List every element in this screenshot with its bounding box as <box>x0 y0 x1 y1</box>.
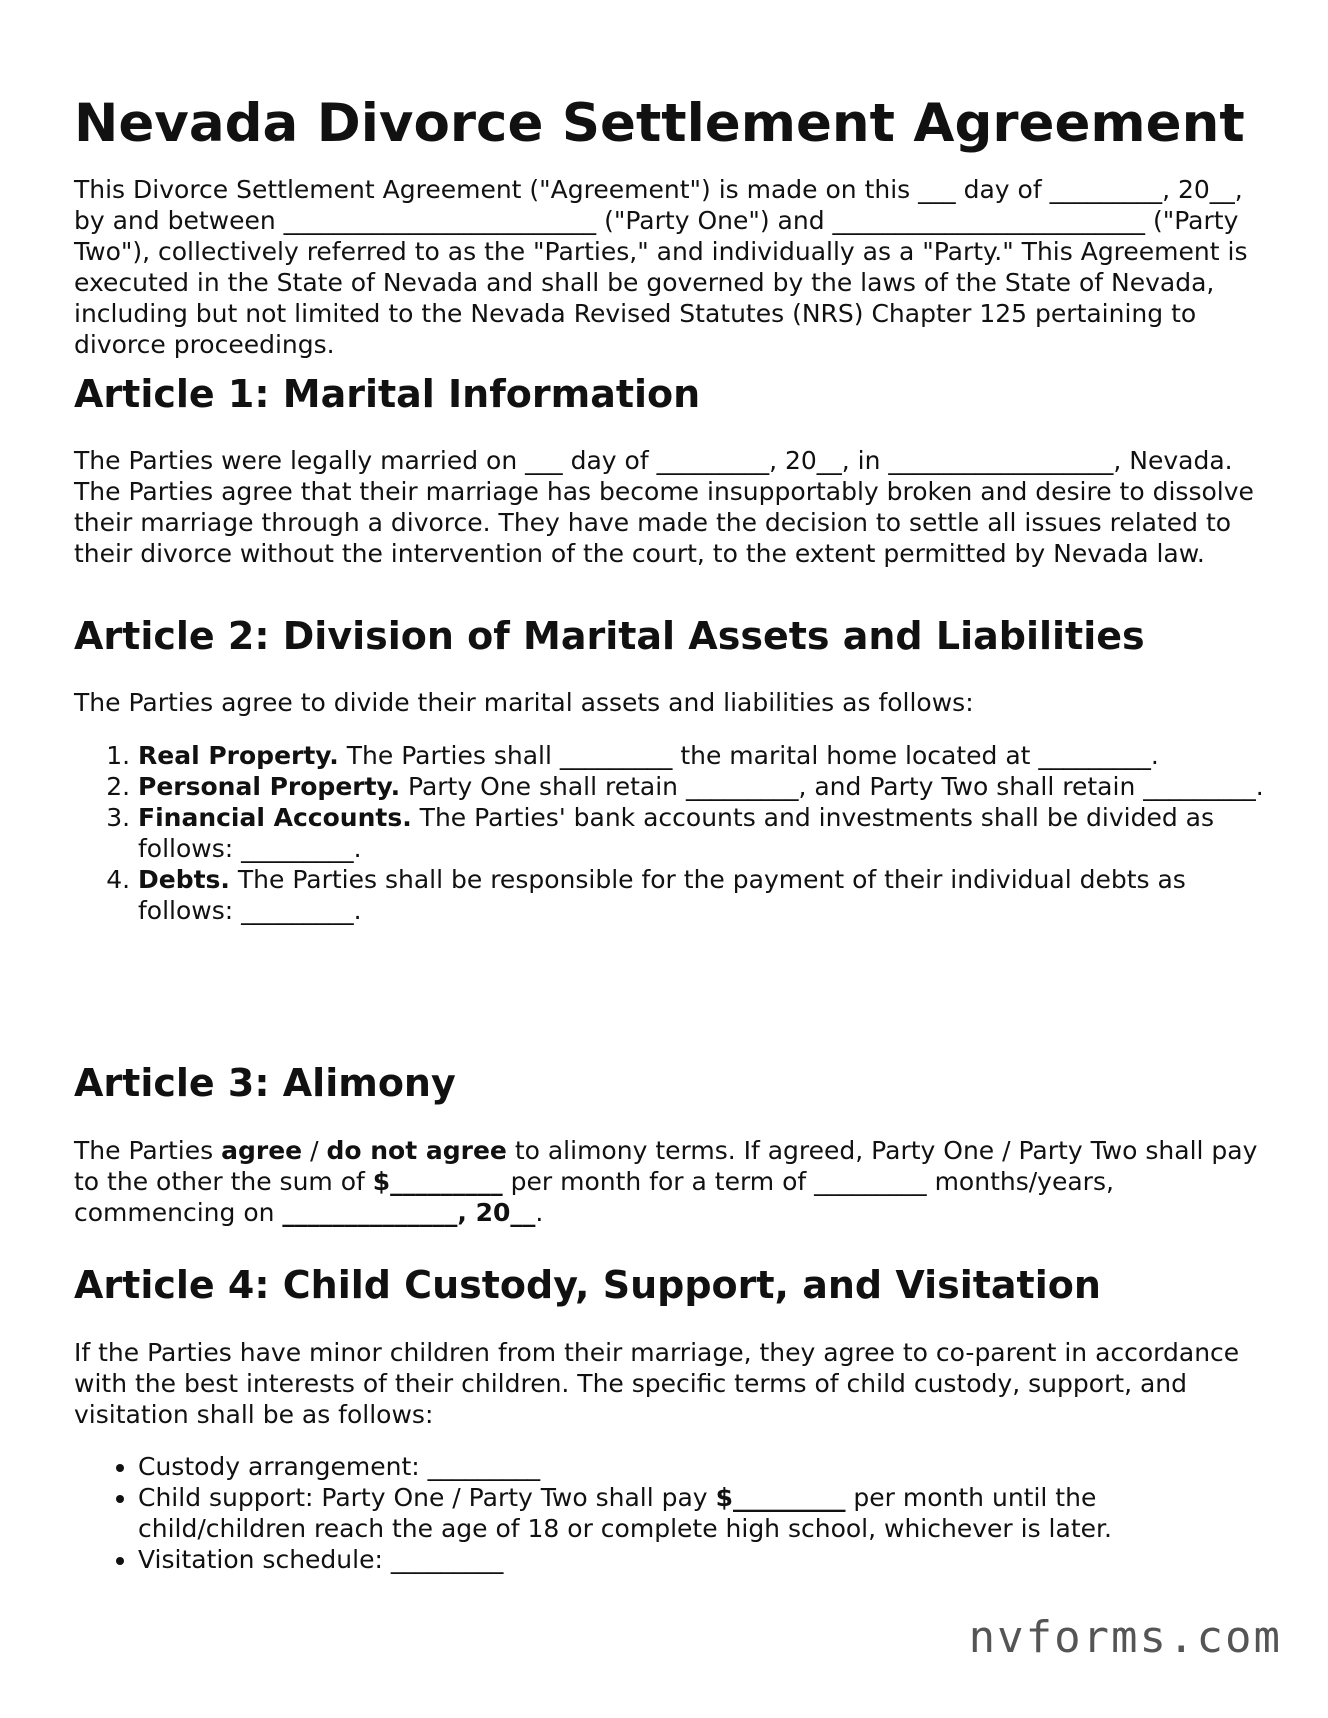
intro-paragraph: This Divorce Settlement Agreement ("Agreement") is made on this ___ day of _________, 20__, by and between _________________________ ("Party One") and _________________________ ("Party Two"), collectively referred to as the "Parties," and individually as a "Party." This Agreement is executed in the State of Nevada and shall be governed by the laws of the State of Nevada, including but not limited to the Nevada Revised Statutes (NRS) Chapter 125 pertaining to divorce proceedings. <box>74 175 1248 359</box>
list-item: • Child support: Party One / Party Two shall pay $_________ per month until the child/children reach the age of 18 or complete high school, whichever is later. <box>138 1482 1264 1544</box>
do-not-agree-option: do not agree <box>326 1136 507 1165</box>
article-1-heading: Article 1: Marital Information <box>74 372 701 416</box>
item-label: Debts. <box>138 865 230 894</box>
list-item <box>138 802 1264 864</box>
item-label: Personal Property. <box>138 772 401 801</box>
item-label: Financial Accounts. <box>138 803 412 832</box>
article-2-heading: Article 2: Division of Marital Assets and Liabilities <box>74 614 1145 658</box>
item-text: Party One shall retain _________, and Party Two shall retain _________. <box>400 772 1264 801</box>
list-item <box>138 864 1264 926</box>
list-item <box>138 740 1264 771</box>
article-1-body: The Parties were legally married on ___ day of _________, 20__, in __________________, Nevada. The Parties agree that their marriage has become insupportably broken and desire to dissolve their marriage through a divorce. They have made the decision to settle all issues related to their divorce without the intervention of the court, to the extent permitted by Nevada law. <box>74 446 1254 568</box>
item-label: Real Property. <box>138 741 339 770</box>
alimony-amount: $_________ <box>372 1167 503 1196</box>
article-3-body: The Parties agree / do not agree to alimony terms. If agreed, Party One / Party Two shall pay to the other the sum of $_________ per month for a term of _________ months/years, commencing on ______________, 20__. <box>74 1136 1258 1227</box>
list-item: • Custody arrangement: _________ <box>138 1451 1264 1482</box>
article-2-body: The Parties agree to divide their marital assets and liabilities as follows: <box>74 688 974 717</box>
page-title: Nevada Divorce Settlement Agreement <box>74 93 1245 154</box>
alimony-start-date: ______________, 20__ <box>282 1198 536 1227</box>
child-terms-list <box>74 1451 1264 1575</box>
article-4-body: If the Parties have minor children from their marriage, they agree to co-parent in accordance with the best interests of their children. The specific terms of child custody, support, and visitation shall be as follows: <box>74 1338 1240 1429</box>
child-support-amount: $_________ <box>715 1483 846 1512</box>
list-item <box>138 771 1264 802</box>
item-text: The Parties shall _________ the marital home located at _________. <box>338 741 1159 770</box>
item-text: The Parties shall be responsible for the payment of their individual debts as follows: _________. <box>138 865 1186 925</box>
agree-option: agree <box>221 1136 303 1165</box>
watermark: nvforms.com <box>968 1612 1282 1663</box>
list-item: • Visitation schedule: _________ <box>138 1544 1264 1575</box>
asset-division-list <box>74 740 1264 926</box>
item-text: The Parties' bank accounts and investments shall be divided as follows: _________. <box>138 803 1214 863</box>
article-4-heading: Article 4: Child Custody, Support, and Visitation <box>74 1263 1101 1307</box>
article-3-heading: Article 3: Alimony <box>74 1061 456 1105</box>
